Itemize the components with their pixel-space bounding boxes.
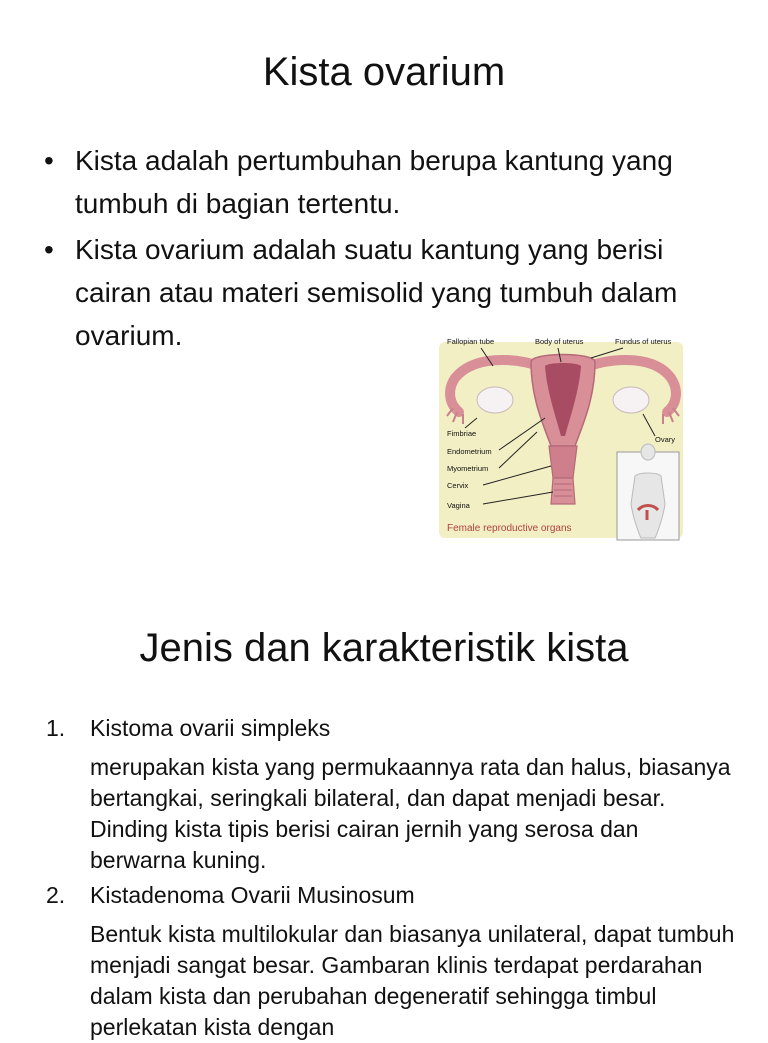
label-body-of-uterus: Body of uterus xyxy=(535,337,584,346)
bullet-dot: • xyxy=(44,145,54,176)
item-heading: Kistadenoma Ovarii Musinosum xyxy=(90,882,415,908)
item-description: Bentuk kista multilokular dan biasanya unilateral, dapat tumbuh menjadi sangat besar. Gambaran klinis terdapat perdarahan dalam kista dan perubahan degeneratif sehingga timbul perlekatan kista dengan xyxy=(90,921,735,1040)
left-ovary xyxy=(477,387,513,413)
label-fimbriae: Fimbriae xyxy=(447,429,477,438)
label-fundus-of-uterus: Fundus of uterus xyxy=(615,337,672,346)
label-endometrium: Endometrium xyxy=(447,447,492,456)
reproductive-organs-diagram xyxy=(433,328,685,544)
figure-caption: Female reproductive organs xyxy=(447,523,572,534)
label-myometrium: Myometrium xyxy=(447,464,489,473)
bullet-text: Kista ovarium adalah suatu kantung yang berisi cairan atau materi semisolid yang tumbuh dalam ovarium. xyxy=(75,234,678,351)
reproductive-organs-figure xyxy=(433,328,685,544)
label-fallopian-tube: Fallopian tube xyxy=(447,337,495,346)
vagina xyxy=(551,478,575,504)
right-ovary xyxy=(613,387,649,413)
bullet-item xyxy=(44,139,704,225)
item-description: merupakan kista yang permukaannya rata dan halus, biasanya bertangkai, seringkali bilateral, dan dapat menjadi besar. Dinding kista tipis berisi cairan jernih yang serosa dan berwarna kuning. xyxy=(90,754,731,873)
slide-title: Kista ovarium xyxy=(262,50,506,94)
bullet-dot: • xyxy=(44,234,54,265)
cervix xyxy=(549,446,577,478)
body-inset-head xyxy=(641,444,655,460)
list-item xyxy=(46,880,736,1043)
bullet-text: Kista adalah pertumbuhan berupa kantung yang tumbuh di bagian tertentu. xyxy=(75,145,673,219)
label-ovary: Ovary xyxy=(655,435,676,444)
item-heading: Kistoma ovarii simpleks xyxy=(90,715,331,741)
item-number: 2. xyxy=(46,882,66,908)
item-number: 1. xyxy=(46,715,66,741)
label-cervix: Cervix xyxy=(447,481,469,490)
slide-title: Jenis dan karakteristik kista xyxy=(139,626,629,670)
list-item xyxy=(46,713,736,876)
label-vagina: Vagina xyxy=(447,501,470,510)
